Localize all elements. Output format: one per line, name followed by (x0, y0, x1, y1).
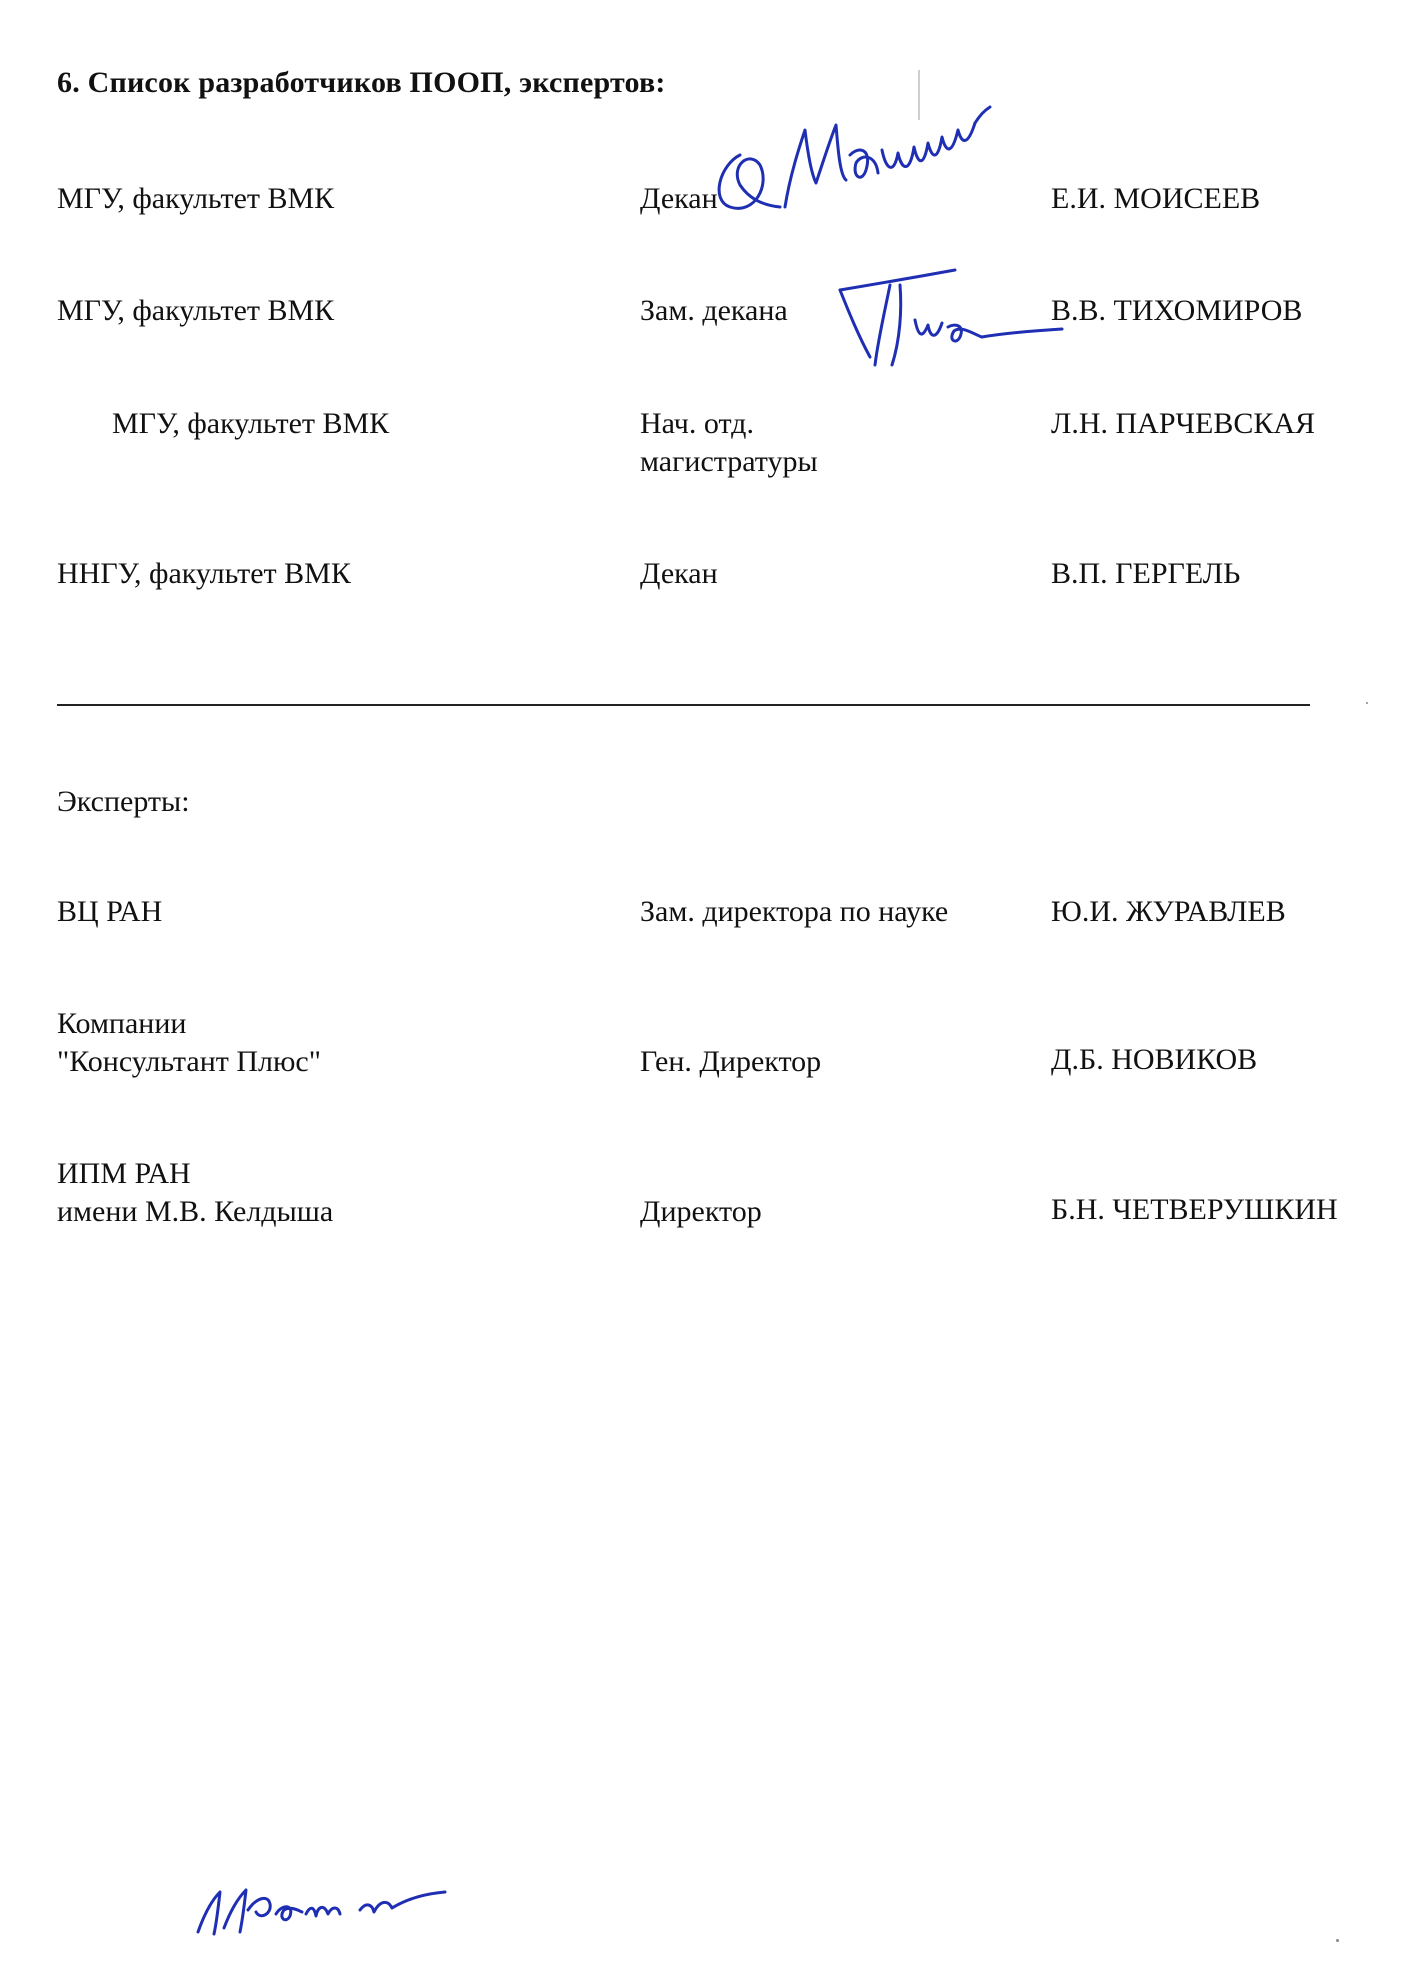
expert-org: ВЦ РАН (57, 895, 163, 928)
developer-name: Л.Н. ПАРЧЕВСКАЯ (1051, 407, 1316, 440)
developer-org: МГУ, факультет ВМК (112, 407, 390, 440)
developer-position-line: магистратуры (640, 445, 818, 478)
expert-org-line: "Консультант Плюс" (57, 1045, 321, 1078)
developer-position: Зам. декана (640, 294, 788, 327)
expert-name: Б.Н. ЧЕТВЕРУШКИН (1051, 1193, 1338, 1226)
expert-org-line: имени М.В. Келдыша (57, 1195, 334, 1228)
expert-org-line: Компании (57, 1007, 187, 1040)
expert-position: Зам. директора по науке (640, 895, 949, 928)
experts-label: Эксперты: (57, 785, 190, 818)
developer-name: Е.И. МОИСЕЕВ (1051, 182, 1261, 215)
signature-footer (190, 1870, 460, 1940)
developer-position (640, 405, 818, 481)
signature-tikhomirov (830, 265, 1070, 370)
expert-name: Д.Б. НОВИКОВ (1051, 1043, 1258, 1076)
scan-speck (1336, 1939, 1339, 1942)
scan-speck (1366, 702, 1368, 704)
developer-org: МГУ, факультет ВМК (57, 182, 335, 215)
expert-position: Ген. Директор (640, 1045, 822, 1078)
developer-name: В.П. ГЕРГЕЛЬ (1051, 557, 1241, 590)
section-heading: 6. Список разработчиков ПООП, экспертов: (57, 66, 666, 99)
scan-speck (918, 70, 920, 120)
expert-name: Ю.И. ЖУРАВЛЕВ (1051, 895, 1286, 928)
section-divider (57, 704, 1310, 706)
expert-org (57, 1155, 333, 1231)
developer-name: В.В. ТИХОМИРОВ (1051, 294, 1303, 327)
expert-org (57, 1005, 321, 1081)
signature-moiseev (700, 95, 1010, 235)
expert-org-line: ИПМ РАН (57, 1157, 191, 1190)
developer-org: МГУ, факультет ВМК (57, 294, 335, 327)
developer-position: Декан (640, 182, 718, 215)
developer-position-line: Нач. отд. (640, 407, 754, 440)
developer-position: Декан (640, 557, 718, 590)
expert-position: Директор (640, 1195, 762, 1228)
developer-org: ННГУ, факультет ВМК (57, 557, 351, 590)
